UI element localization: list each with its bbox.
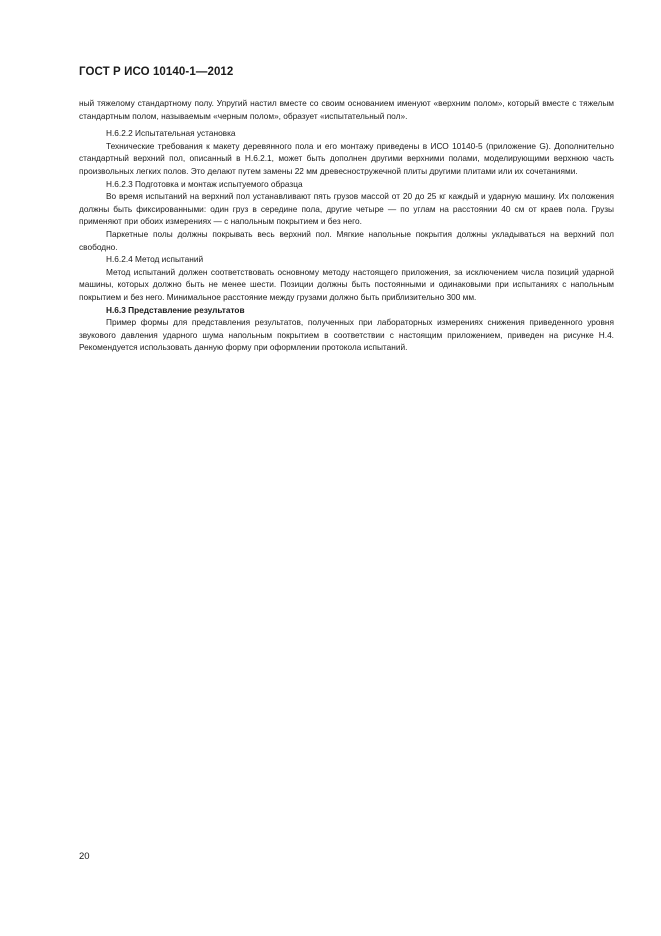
page-number: 20 — [79, 851, 90, 862]
section-heading-h624: H.6.2.4 Метод испытаний — [106, 254, 204, 265]
paragraph-continuation: ный тяжелому стандартному полу. Упругий настил вместе со своим основанием именуют «верхним полом», который вместе с тяжелым стандартным полом, называемым «черным полом», образует «испытательный пол». — [79, 98, 614, 121]
paragraph-test-method: Метод испытаний должен соответствовать основному методу настоящего приложения, за исключением числа позиций ударной машины, которых должно быть не менее шести. Позиции должны быть постоянными и одинаковыми при испытаниях с напольным покрытием и без него. Минимальное расстояние между грузами должно быть приблизительно 300 мм. — [79, 266, 614, 302]
section-heading-h622: H.6.2.2 Испытательная установка — [106, 128, 236, 139]
document-body — [79, 97, 614, 354]
section-heading-h623: H.6.2.3 Подготовка и монтаж испытуемого образца — [106, 178, 303, 189]
paragraph-results: Пример формы для представления результатов, полученных при лабораторных измерениях снижения приведенного уровня звукового давления ударного шума напольным покрытием в соответствии с настоящим приложением, приведен на рисунке H.4. Рекомендуется использовать данную форму при оформлении протокола испытаний. — [79, 317, 614, 353]
paragraph-test-setup: Технические требования к макету деревянного пола и его монтажу приведены в ИСО 10140-5 (приложение G). Дополнительно стандартный верхний пол, описанный в H.6.2.1, может быть дополнен другими верхними полами, моделирующими верхнюю часть произвольных легких полов. Это делают путем замены 22 мм древесностружечной плиты другими плитами или их сочетаниями. — [79, 140, 614, 176]
section-heading-h63: H.6.3 Представление результатов — [106, 304, 245, 315]
document-header: ГОСТ Р ИСО 10140-1—2012 — [79, 66, 234, 78]
paragraph-weights: Во время испытаний на верхний пол устанавливают пять грузов массой от 20 до 25 кг каждый и ударную машину. Их положения должны быть фиксированными: один груз в середине пола, другие четыре — по углам на расстоянии 40 см от краев пола. Грузы применяют при обоих измерениях — с напольным покрытием и без него. — [79, 191, 614, 227]
paragraph-parquet: Паркетные полы должны покрывать весь верхний пол. Мягкие напольные покрытия должны укладываться на верхний пол свободно. — [79, 228, 614, 252]
